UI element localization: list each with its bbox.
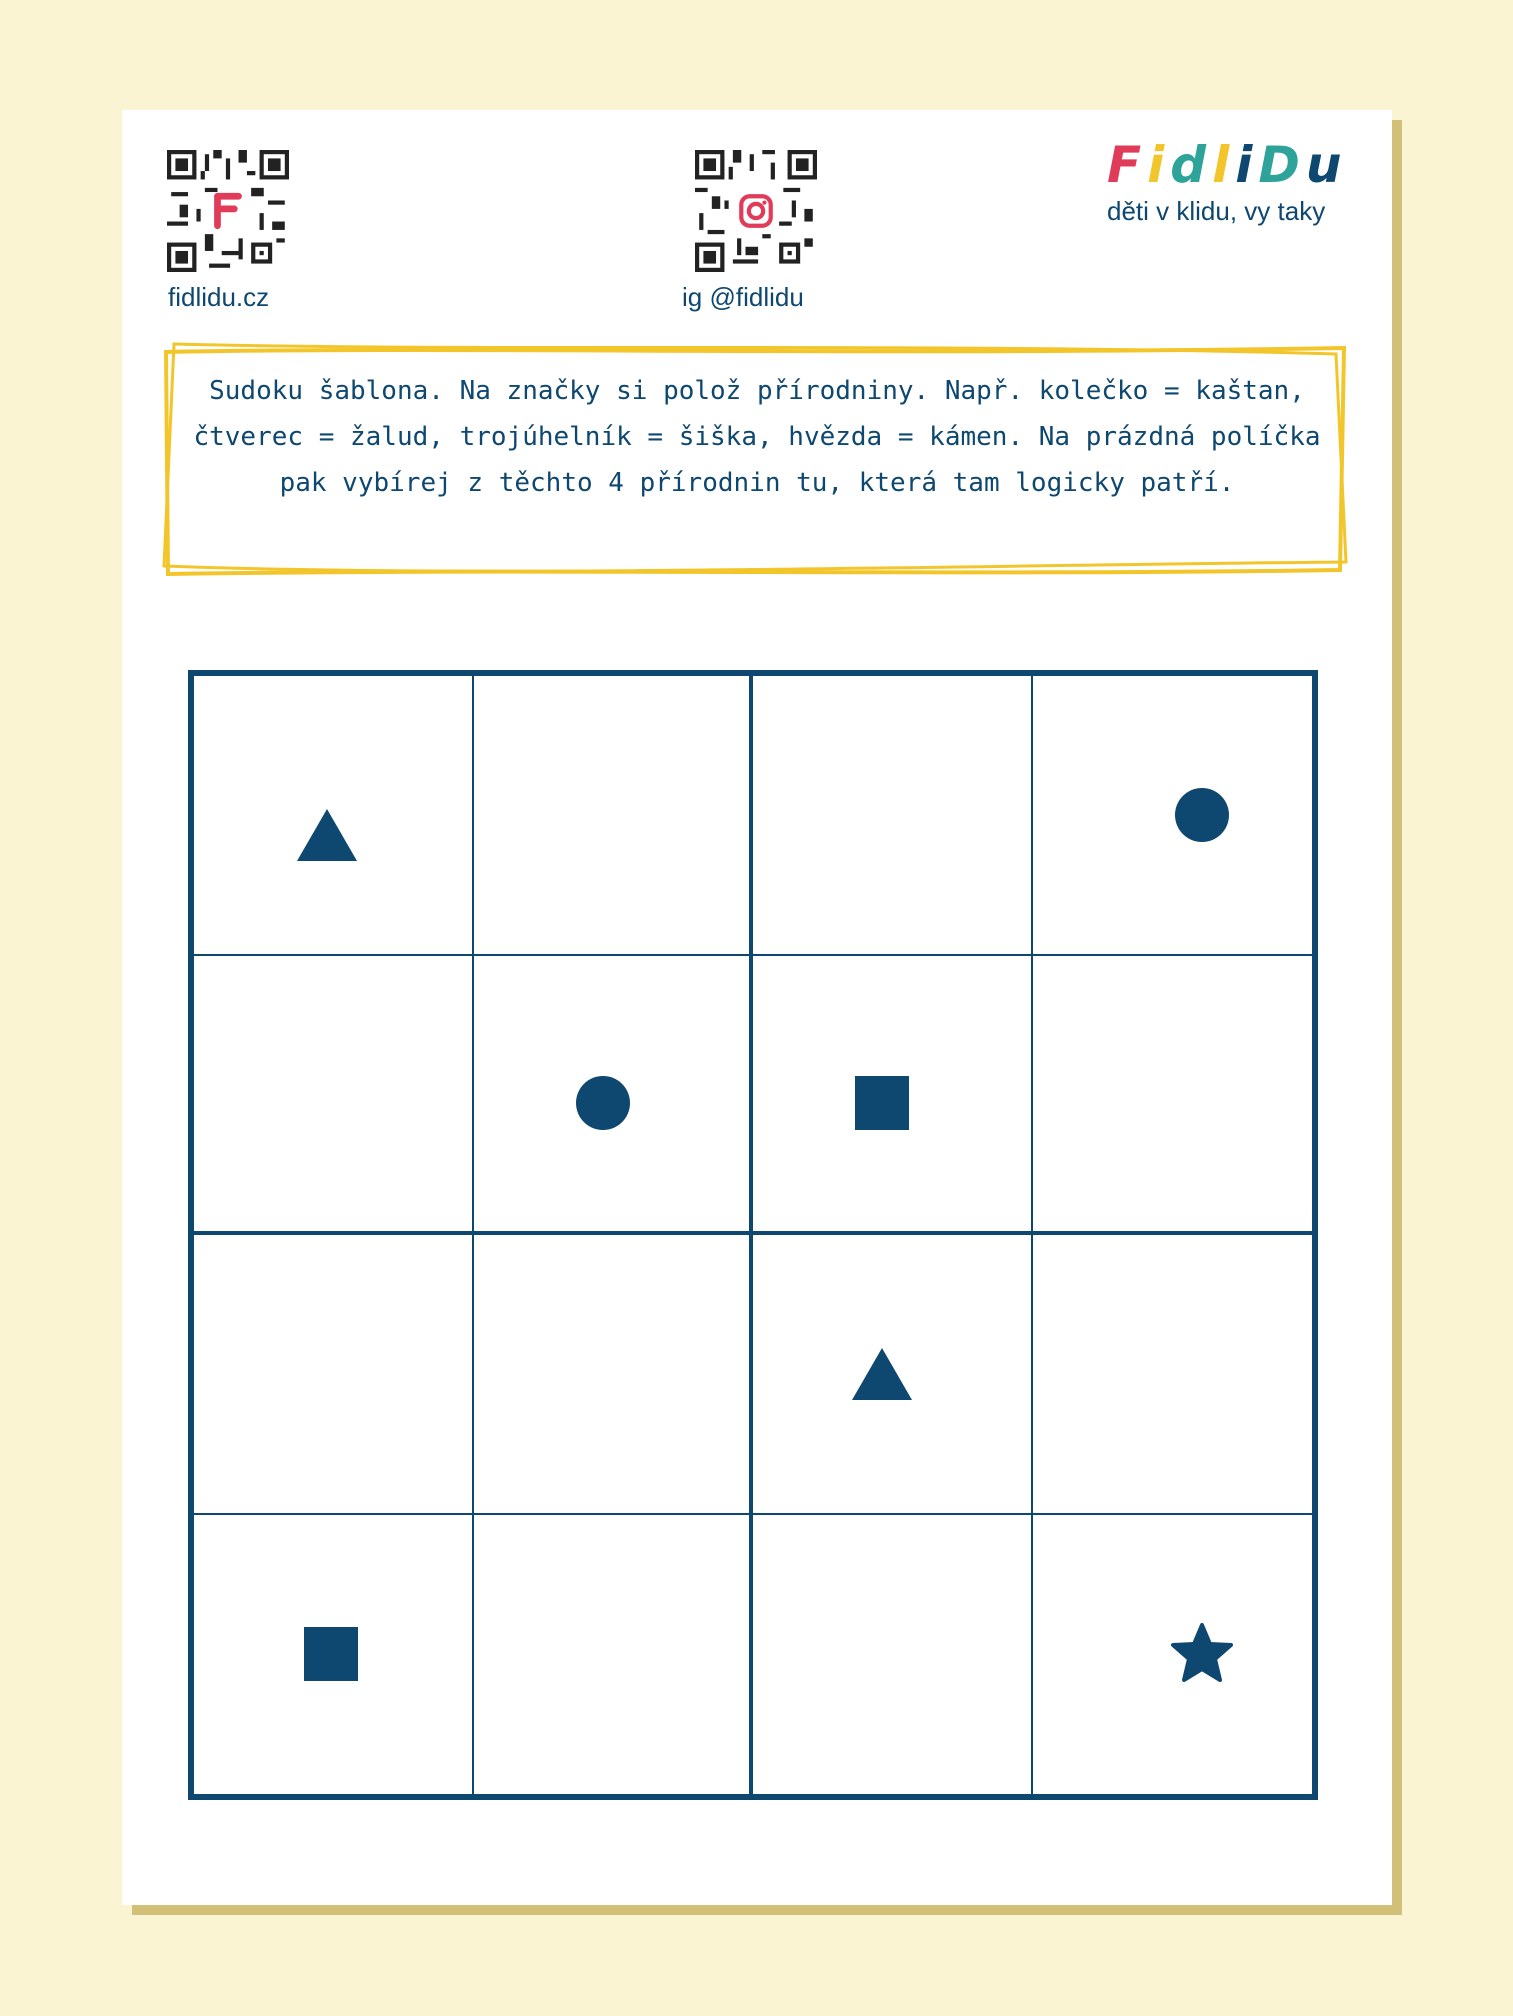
sudoku-grid	[188, 670, 1318, 1800]
sudoku-cell[interactable]	[474, 956, 754, 1236]
sudoku-cell[interactable]	[194, 676, 474, 956]
sudoku-cell[interactable]	[1033, 1235, 1313, 1515]
sudoku-cell[interactable]	[1033, 1515, 1313, 1795]
qr-code-instagram[interactable]	[695, 150, 817, 272]
triangle-icon	[295, 803, 359, 867]
circle-icon	[571, 1071, 635, 1135]
website-link[interactable]: fidlidu.cz	[168, 282, 270, 312]
sudoku-cell[interactable]	[194, 956, 474, 1236]
sudoku-cell[interactable]	[753, 956, 1033, 1236]
square-icon	[299, 1622, 363, 1686]
triangle-icon	[850, 1342, 914, 1406]
sudoku-cell[interactable]	[1033, 676, 1313, 956]
qr-code-website[interactable]	[167, 150, 289, 272]
sudoku-cell[interactable]	[194, 1515, 474, 1795]
star-icon	[1170, 1622, 1234, 1686]
sudoku-cell[interactable]	[1033, 956, 1313, 1236]
sudoku-cell[interactable]	[753, 1235, 1033, 1515]
square-icon	[850, 1071, 914, 1135]
circle-icon	[1170, 783, 1234, 847]
sudoku-cell[interactable]	[474, 676, 754, 956]
worksheet-page	[122, 110, 1392, 1905]
brand-tagline: děti v klidu, vy taky	[1107, 196, 1326, 226]
instructions-text: Sudoku šablona. Na značky si polož přírodniny. Např. kolečko = kaštan, čtverec = žalud, trojúhelník = šiška, hvězda = kámen. Na prázdná políčka pak vybírej z těchto 4 přírodnin tu, která tam logicky patří.	[193, 376, 1321, 498]
instagram-link[interactable]: ig @fidlidu	[682, 282, 804, 312]
brand-block	[1107, 136, 1367, 227]
sudoku-cell[interactable]	[474, 1235, 754, 1515]
sudoku-cell[interactable]	[194, 1235, 474, 1515]
brand-logo: FidliDu	[1107, 136, 1348, 194]
sudoku-cell[interactable]	[753, 1515, 1033, 1795]
sudoku-cell[interactable]	[474, 1515, 754, 1795]
sudoku-cell[interactable]	[753, 676, 1033, 956]
